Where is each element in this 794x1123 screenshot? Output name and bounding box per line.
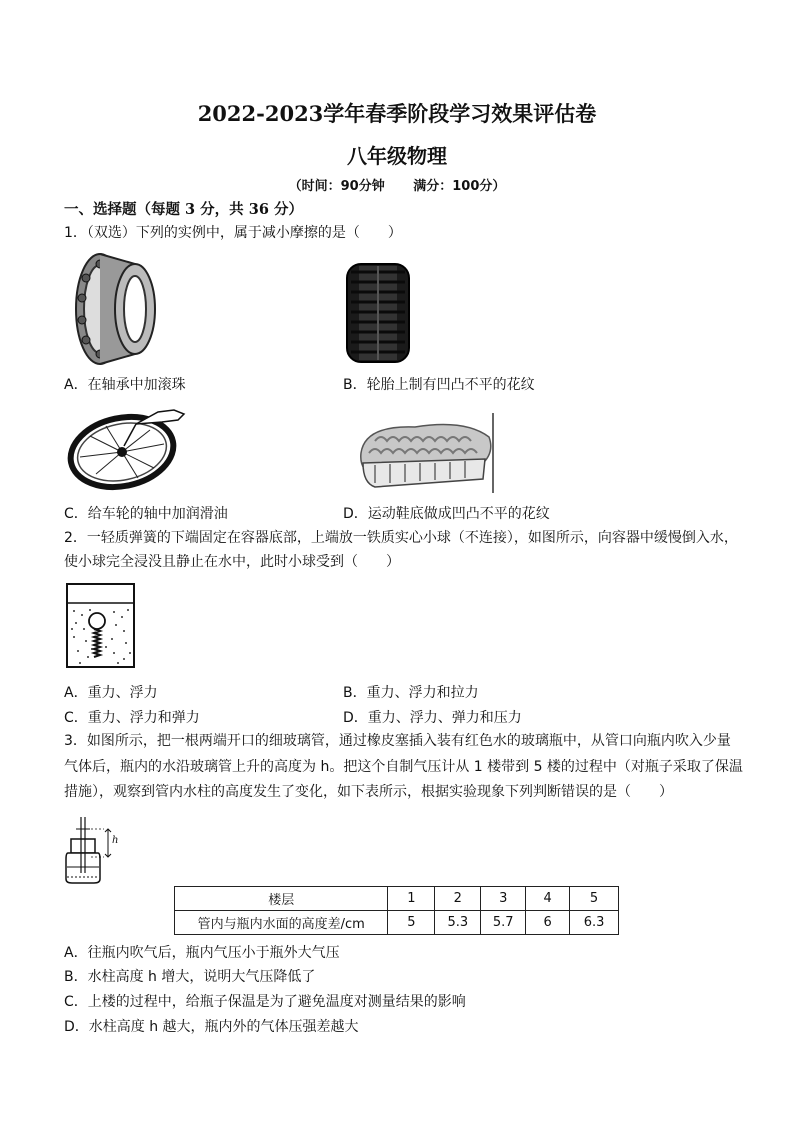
tire-image	[345, 262, 411, 364]
barometer-h-label: h	[112, 835, 119, 846]
table-cell: 4	[526, 887, 570, 911]
q2-option-b: B．重力、浮力和拉力	[343, 685, 479, 701]
q1-option-c: C．给车轮的轴中加润滑油	[64, 506, 228, 522]
barometer-figure	[64, 817, 124, 885]
q2-option-c: C．重力、浮力和弹力	[64, 710, 200, 726]
q1-option-d: D．运动鞋底做成凹凸不平的花纹	[343, 506, 550, 522]
table-row	[175, 911, 619, 935]
table-header-cell: 楼层	[175, 887, 388, 911]
table-cell: 5.7	[481, 911, 526, 935]
q3-option-a: A．往瓶内吹气后，瓶内气压小于瓶外大气压	[64, 945, 340, 961]
q3-option-c: C．上楼的过程中，给瓶子保温是为了避免温度对测量结果的影响	[64, 994, 466, 1010]
q3-stem-line1: 3．如图所示，把一根两端开口的细玻璃管，通过橡皮塞插入装有红色水的玻璃瓶中，从管口向瓶内吹入少量	[64, 733, 731, 749]
exam-subject: 八年级物理	[347, 144, 447, 168]
table-cell: 6.3	[570, 911, 619, 935]
q3-option-d: D．水柱高度 h 越大，瓶内外的气体压强差越大	[64, 1019, 359, 1035]
section-heading: 一、选择题（每题 3 分，共 36 分）	[64, 201, 303, 218]
q1-stem: 1．（双选）下列的实例中，属于减小摩擦的是（ ）	[64, 225, 402, 241]
wheel-oil-image	[66, 402, 191, 492]
table-cell: 5	[570, 887, 619, 911]
q3-stem-line2: 气体后，瓶内的水沿玻璃管上升的高度为 h。把这个自制气压计从 1 楼带到 5 楼的过程中（对瓶子采取了保温	[64, 759, 743, 775]
q2-stem-line2: 使小球完全浸没且静止在水中，此时小球受到（ ）	[64, 554, 400, 570]
q3-stem-line3: 措施），观察到管内水柱的高度发生了变化，如下表所示，根据实验现象下列判断错误的是（ ）	[64, 784, 673, 800]
q1-option-b: B．轮胎上制有凹凸不平的花纹	[343, 377, 535, 393]
table-header-cell: 管内与瓶内水面的高度差/cm	[175, 911, 388, 935]
exam-info	[0, 175, 794, 194]
table-cell: 5.3	[435, 911, 481, 935]
q3-option-b: B．水柱高度 h 增大，说明大气压降低了	[64, 969, 316, 985]
shoe-sole-image	[355, 413, 495, 493]
floor-height-table	[174, 886, 619, 935]
table-cell: 3	[481, 887, 526, 911]
table-cell: 6	[526, 911, 570, 935]
spring-container-figure	[66, 583, 136, 669]
exam-time: （时间：90分钟	[288, 179, 385, 194]
table-cell: 1	[388, 887, 435, 911]
bearing-image	[70, 250, 160, 368]
exam-title: 2022-2023学年春季阶段学习效果评估卷	[197, 101, 597, 126]
table-row	[175, 887, 619, 911]
q1-option-a: A．在轴承中加滚珠	[64, 377, 186, 393]
q2-option-a: A．重力、浮力	[64, 685, 158, 701]
table-cell: 5	[388, 911, 435, 935]
q2-option-d: D．重力、浮力、弹力和压力	[343, 710, 522, 726]
q2-stem-line1: 2．一轻质弹簧的下端固定在容器底部，上端放一铁质实心小球（不连接），如图所示，向容器中缓慢倒入水，	[64, 530, 738, 546]
table-cell: 2	[435, 887, 481, 911]
exam-score: 满分：100分）	[413, 179, 506, 194]
